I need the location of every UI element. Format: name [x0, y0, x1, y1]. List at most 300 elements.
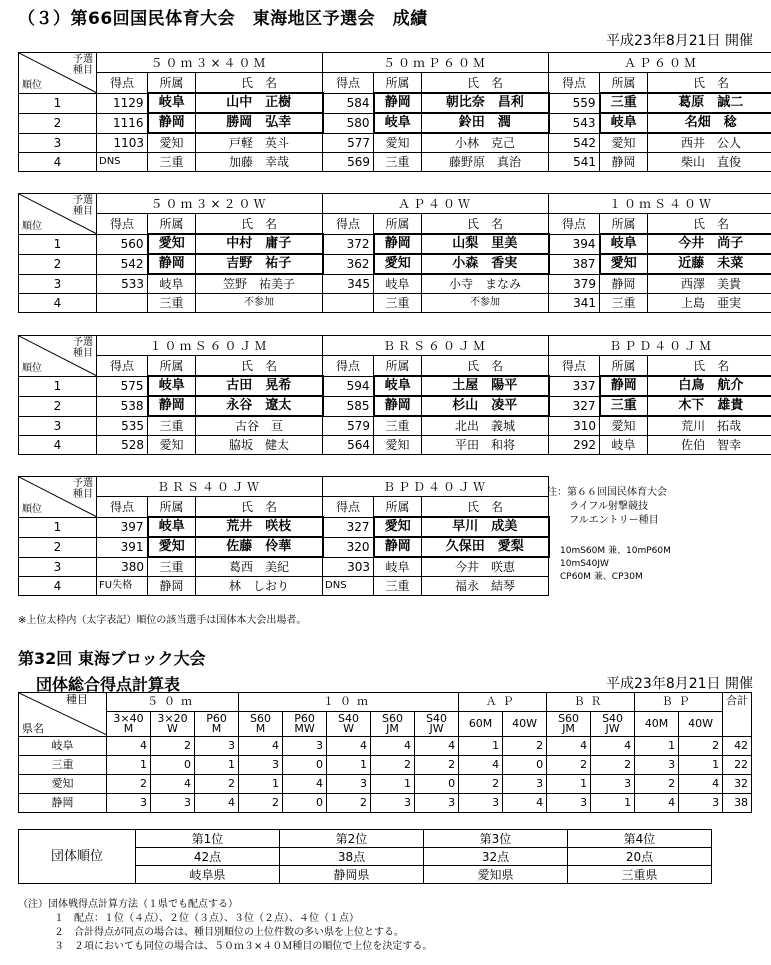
- pref-cell: 岐阜: [600, 234, 648, 254]
- points-cell: 4: [195, 794, 239, 813]
- points-cell: 4: [679, 775, 723, 794]
- pref-cell: 愛知: [374, 436, 422, 455]
- header-diagonal-cell: [19, 194, 97, 235]
- athlete-name-cell: 西井 公人: [648, 133, 771, 153]
- score-cell: 569: [323, 153, 374, 172]
- column-header-name: 氏 名: [422, 214, 549, 235]
- prefecture-score-row: [19, 794, 752, 813]
- ranking-pref-cell: 静岡県: [280, 866, 424, 884]
- points-cell: 3: [327, 775, 371, 794]
- column-header-pref: 所属: [148, 356, 196, 377]
- points-cell: 1: [327, 756, 371, 775]
- pref-cell: 三重: [148, 557, 196, 577]
- pref-cell: 静岡: [148, 113, 196, 133]
- ranking-point-cell: 42点: [136, 848, 280, 866]
- side-note: [547, 486, 667, 528]
- column-header-score: 得点: [97, 73, 148, 94]
- result-row: [19, 557, 549, 577]
- event-header: ＢＲＳ６０ＪＭ: [323, 336, 549, 356]
- page-title: （３）第66回国民体育大会 東海地区予選会 成績: [18, 9, 428, 29]
- score-cell: 535: [97, 416, 148, 436]
- result-row: [19, 577, 549, 596]
- header-diagonal-cell: [19, 53, 97, 94]
- rank-cell: 1: [19, 376, 97, 396]
- pref-cell: 岐阜: [148, 517, 196, 537]
- score-diagonal-cell: [19, 693, 107, 737]
- section-subtitle: 団体総合得点計算表: [36, 675, 181, 694]
- label-shumoku: 種目: [73, 206, 93, 217]
- column-header-pref: 所属: [148, 214, 196, 235]
- pref-cell: 愛知: [148, 436, 196, 455]
- pref-cell: 三重: [600, 93, 648, 113]
- athlete-name-cell: 久保田 愛梨: [422, 537, 549, 557]
- athlete-name-cell: 西澤 美貴: [648, 274, 771, 294]
- event-column-header: 40W: [679, 712, 723, 737]
- ranking-point-cell: 38点: [280, 848, 424, 866]
- column-header-name: 氏 名: [196, 356, 323, 377]
- column-header-pref: 所属: [148, 497, 196, 518]
- side-note-line: ライフル射撃競技: [569, 501, 648, 512]
- column-header-score: 得点: [323, 497, 374, 518]
- rank-cell: 2: [19, 254, 97, 274]
- rank-cell: 1: [19, 517, 97, 537]
- pref-cell: 岐阜: [600, 113, 648, 133]
- points-cell: 2: [195, 775, 239, 794]
- result-row: [19, 416, 771, 436]
- points-cell: 4: [635, 794, 679, 813]
- event-header: ＢＲＳ４０ＪＷ: [97, 477, 323, 497]
- ranking-pref-cell: 三重県: [568, 866, 712, 884]
- column-header-name: 氏 名: [196, 73, 323, 94]
- label-juni: 順位: [22, 503, 42, 515]
- footnote: ※上位太枠内（太字表記）順位の該当選手は国体本大会出場者。: [18, 615, 307, 626]
- rank-cell: 3: [19, 133, 97, 153]
- athlete-name-cell: 小寺 まなみ: [422, 274, 549, 294]
- pref-cell: 岐阜: [148, 93, 196, 113]
- score-cell: 337: [549, 376, 600, 396]
- pref-cell: 岐阜: [374, 274, 422, 294]
- header-diagonal-cell: [19, 477, 97, 518]
- athlete-name-cell: 古田 晃希: [196, 376, 323, 396]
- label-yosen: 予選: [73, 478, 93, 489]
- athlete-name-cell: 山梨 里美: [422, 234, 549, 254]
- athlete-name-cell: 小林 克己: [422, 133, 549, 153]
- pref-cell: 愛知: [374, 517, 422, 537]
- event-column-header: S60 JM: [371, 712, 415, 737]
- event-column-header: S60 JM: [547, 712, 591, 737]
- athlete-name-cell: 古谷 亘: [196, 416, 323, 436]
- athlete-name-cell: 平田 和将: [422, 436, 549, 455]
- column-header-score: 得点: [323, 356, 374, 377]
- points-cell: 3: [239, 756, 283, 775]
- ranking-place-cell: 第1位: [136, 830, 280, 848]
- points-cell: 1: [635, 737, 679, 756]
- ranking-pref-cell: 愛知県: [424, 866, 568, 884]
- pref-cell: 静岡: [600, 153, 648, 172]
- points-cell: 2: [547, 756, 591, 775]
- label-shumoku: 種目: [73, 348, 93, 359]
- event-header: ＡＰ６０Ｍ: [549, 53, 771, 73]
- column-header-name: 氏 名: [648, 73, 771, 94]
- athlete-name-cell: 名畑 稔: [648, 113, 771, 133]
- ranking-point-cell: 20点: [568, 848, 712, 866]
- athlete-name-cell: 木下 雄貴: [648, 396, 771, 416]
- calc-note: ２ 合計得点が同点の場合は、種目別順位の上位件数の多い県を上位とする。: [54, 927, 404, 938]
- pref-cell: 静岡: [148, 396, 196, 416]
- score-cell: 594: [323, 376, 374, 396]
- pref-cell: 三重: [374, 416, 422, 436]
- event-column-header: S60 M: [239, 712, 283, 737]
- prefecture-name: 三重: [19, 756, 107, 775]
- points-cell: 1: [371, 775, 415, 794]
- points-cell: 1: [591, 794, 635, 813]
- side-note-event: 10mS40JW: [560, 559, 609, 569]
- points-cell: 3: [547, 794, 591, 813]
- athlete-name-cell: 葛西 美紀: [196, 557, 323, 577]
- points-cell: 2: [327, 794, 371, 813]
- athlete-name-cell: 白鳥 航介: [648, 376, 771, 396]
- points-cell: 4: [591, 737, 635, 756]
- athlete-name-cell: 上島 亜実: [648, 294, 771, 313]
- points-cell: 4: [327, 737, 371, 756]
- label-yosen: 予選: [73, 54, 93, 65]
- pref-cell: 静岡: [148, 577, 196, 596]
- pref-cell: 岐阜: [374, 113, 422, 133]
- pref-cell: 愛知: [148, 133, 196, 153]
- score-cell: 560: [97, 234, 148, 254]
- athlete-name-cell: 不参加: [422, 294, 549, 313]
- ranking-place-cell: 第3位: [424, 830, 568, 848]
- points-cell: 1: [195, 756, 239, 775]
- points-cell: 3: [371, 794, 415, 813]
- event-column-header: 3×20 W: [151, 712, 195, 737]
- label-juni: 順位: [22, 362, 42, 374]
- athlete-name-cell: 佐藤 伶華: [196, 537, 323, 557]
- rank-cell: 4: [19, 153, 97, 172]
- team-ranking-table: [18, 829, 712, 884]
- ranking-place-cell: 第2位: [280, 830, 424, 848]
- score-cell: 585: [323, 396, 374, 416]
- score-cell: [97, 294, 148, 313]
- label-kenmei: 県名: [22, 722, 44, 735]
- athlete-name-cell: 荒井 咲枝: [196, 517, 323, 537]
- column-header-name: 氏 名: [422, 497, 549, 518]
- points-cell: 3: [151, 794, 195, 813]
- column-header-pref: 所属: [148, 73, 196, 94]
- event-column-header: P60 MW: [283, 712, 327, 737]
- rank-cell: 4: [19, 294, 97, 313]
- result-row: [19, 93, 771, 113]
- score-cell: 543: [549, 113, 600, 133]
- points-cell: 0: [503, 756, 547, 775]
- points-cell: 2: [151, 737, 195, 756]
- column-header-name: 氏 名: [422, 73, 549, 94]
- athlete-name-cell: 佐伯 智幸: [648, 436, 771, 455]
- points-cell: 3: [635, 756, 679, 775]
- total-points: 32: [723, 775, 752, 794]
- athlete-name-cell: 柴山 直俊: [648, 153, 771, 172]
- athlete-name-cell: 永谷 遼太: [196, 396, 323, 416]
- label-shumoku: 種目: [73, 65, 93, 76]
- column-header-score: 得点: [97, 497, 148, 518]
- event-header: ＢＰＤ４０ＪＭ: [549, 336, 771, 356]
- event-date: 平成23年8月21日 開催: [606, 33, 753, 49]
- athlete-name-cell: 脇坂 健太: [196, 436, 323, 455]
- points-cell: 1: [547, 775, 591, 794]
- rank-cell: 1: [19, 234, 97, 254]
- points-cell: 2: [635, 775, 679, 794]
- points-cell: 2: [503, 737, 547, 756]
- athlete-name-cell: 山中 正樹: [196, 93, 323, 113]
- pref-cell: 三重: [600, 396, 648, 416]
- result-row: [19, 376, 771, 396]
- result-row: [19, 436, 771, 455]
- column-header-pref: 所属: [374, 356, 422, 377]
- group-header: ＡＰ: [459, 693, 547, 712]
- pref-cell: 静岡: [600, 376, 648, 396]
- column-header-pref: 所属: [374, 73, 422, 94]
- score-cell: 391: [97, 537, 148, 557]
- points-cell: 2: [679, 737, 723, 756]
- column-header-name: 氏 名: [196, 497, 323, 518]
- points-cell: 4: [547, 737, 591, 756]
- points-cell: 1: [679, 756, 723, 775]
- side-note-line: フルエントリー種目: [569, 515, 659, 526]
- pref-cell: 三重: [374, 153, 422, 172]
- points-cell: 3: [283, 737, 327, 756]
- points-cell: 3: [107, 794, 151, 813]
- rank-cell: 2: [19, 537, 97, 557]
- points-cell: 3: [591, 775, 635, 794]
- score-cell: 320: [323, 537, 374, 557]
- score-cell: 292: [549, 436, 600, 455]
- athlete-name-cell: 加藤 幸哉: [196, 153, 323, 172]
- pref-cell: 三重: [600, 294, 648, 313]
- pref-cell: 静岡: [374, 537, 422, 557]
- result-row: [19, 396, 771, 416]
- score-cell: 533: [97, 274, 148, 294]
- side-note-events: [560, 545, 671, 584]
- points-cell: 4: [415, 737, 459, 756]
- ranking-place-cell: 第4位: [568, 830, 712, 848]
- points-cell: 3: [503, 775, 547, 794]
- column-header-score: 得点: [323, 214, 374, 235]
- athlete-name-cell: 吉野 祐子: [196, 254, 323, 274]
- section-title: 第32回 東海ブロック大会: [18, 649, 206, 668]
- column-header-pref: 所属: [600, 214, 648, 235]
- side-note-line: 注：第６６回国民体育大会: [547, 487, 667, 498]
- points-cell: 2: [371, 756, 415, 775]
- points-cell: 2: [239, 794, 283, 813]
- pref-cell: 愛知: [374, 254, 422, 274]
- event-column-header: 3×40 M: [107, 712, 151, 737]
- group-header: ＢＰ: [635, 693, 723, 712]
- athlete-name-cell: 近藤 未菜: [648, 254, 771, 274]
- athlete-name-cell: 戸軽 英斗: [196, 133, 323, 153]
- athlete-name-cell: 早川 成美: [422, 517, 549, 537]
- score-cell: 577: [323, 133, 374, 153]
- result-row: [19, 274, 771, 294]
- event-column-header: S40 JW: [591, 712, 635, 737]
- rank-cell: 2: [19, 113, 97, 133]
- pref-cell: 静岡: [374, 93, 422, 113]
- points-cell: 2: [591, 756, 635, 775]
- label-juni: 順位: [22, 79, 42, 91]
- points-cell: 4: [371, 737, 415, 756]
- athlete-name-cell: 不参加: [196, 294, 323, 313]
- score-cell: 341: [549, 294, 600, 313]
- event-column-header: S40 W: [327, 712, 371, 737]
- athlete-name-cell: 鈴田 潤: [422, 113, 549, 133]
- athlete-name-cell: 福永 結琴: [422, 577, 549, 596]
- event-header: ５０ｍ３×２０Ｗ: [97, 194, 323, 214]
- athlete-name-cell: 小森 香実: [422, 254, 549, 274]
- pref-cell: 三重: [374, 294, 422, 313]
- total-points: 42: [723, 737, 752, 756]
- results-block-4: [18, 476, 550, 596]
- event-column-header: P60 M: [195, 712, 239, 737]
- column-header-pref: 所属: [374, 214, 422, 235]
- column-header-score: 得点: [549, 356, 600, 377]
- rank-cell: 3: [19, 557, 97, 577]
- athlete-name-cell: 葛原 誠二: [648, 93, 771, 113]
- pref-cell: 愛知: [148, 234, 196, 254]
- points-cell: 4: [283, 775, 327, 794]
- event-header: ５０ｍＰ６０Ｍ: [323, 53, 549, 73]
- points-cell: 3: [195, 737, 239, 756]
- score-cell: 1129: [97, 93, 148, 113]
- score-cell: 1116: [97, 113, 148, 133]
- score-cell: 528: [97, 436, 148, 455]
- score-cell: FU失格: [97, 577, 148, 596]
- points-cell: 4: [503, 794, 547, 813]
- points-cell: 1: [107, 756, 151, 775]
- score-cell: 387: [549, 254, 600, 274]
- column-header-score: 得点: [97, 356, 148, 377]
- rank-cell: 3: [19, 274, 97, 294]
- pref-cell: 静岡: [374, 396, 422, 416]
- points-cell: 0: [283, 794, 327, 813]
- column-header-name: 氏 名: [648, 356, 771, 377]
- prefecture-score-row: [19, 775, 752, 794]
- event-column-header: 40W: [503, 712, 547, 737]
- pref-cell: 三重: [148, 294, 196, 313]
- score-cell: 362: [323, 254, 374, 274]
- pref-cell: 静岡: [374, 234, 422, 254]
- results-block-1: [18, 52, 771, 172]
- athlete-name-cell: 今井 尚子: [648, 234, 771, 254]
- side-note-event: 10mS60M 兼、10mP60M: [560, 546, 671, 556]
- prefecture-score-row: [19, 756, 752, 775]
- result-row: [19, 517, 549, 537]
- group-header: ＢＲ: [547, 693, 635, 712]
- points-cell: 0: [415, 775, 459, 794]
- pref-cell: 三重: [148, 416, 196, 436]
- rank-cell: 4: [19, 436, 97, 455]
- event-column-header: 40M: [635, 712, 679, 737]
- score-cell: 310: [549, 416, 600, 436]
- column-header-score: 得点: [549, 73, 600, 94]
- score-cell: 327: [549, 396, 600, 416]
- pref-cell: 岐阜: [148, 376, 196, 396]
- event-header: １０ｍＳ４０Ｗ: [549, 194, 771, 214]
- results-block-3: [18, 335, 771, 455]
- score-cell: 380: [97, 557, 148, 577]
- event-header: ５０ｍ３×４０Ｍ: [97, 53, 323, 73]
- rank-cell: 1: [19, 93, 97, 113]
- event-column-header: S40 JW: [415, 712, 459, 737]
- pref-cell: 三重: [148, 153, 196, 172]
- score-cell: 379: [549, 274, 600, 294]
- label-juni: 順位: [22, 220, 42, 232]
- column-header-pref: 所属: [600, 73, 648, 94]
- total-points: 38: [723, 794, 752, 813]
- score-cell: DNS: [323, 577, 374, 596]
- score-cell: 372: [323, 234, 374, 254]
- points-cell: 1: [239, 775, 283, 794]
- result-row: [19, 294, 771, 313]
- points-cell: 0: [283, 756, 327, 775]
- pref-cell: 岐阜: [148, 274, 196, 294]
- result-row: [19, 153, 771, 172]
- score-cell: 345: [323, 274, 374, 294]
- pref-cell: 愛知: [600, 416, 648, 436]
- column-header-score: 得点: [323, 73, 374, 94]
- column-header-score: 得点: [97, 214, 148, 235]
- event-header: １０ｍＳ６０ＪＭ: [97, 336, 323, 356]
- athlete-name-cell: 中村 庸子: [196, 234, 323, 254]
- calc-notes: [18, 898, 432, 954]
- result-row: [19, 113, 771, 133]
- total-header: 合計: [723, 693, 752, 737]
- points-cell: 0: [151, 756, 195, 775]
- athlete-name-cell: 勝岡 弘幸: [196, 113, 323, 133]
- ranking-point-cell: 32点: [424, 848, 568, 866]
- score-cell: 327: [323, 517, 374, 537]
- results-block-2: [18, 193, 771, 313]
- pref-cell: 静岡: [600, 274, 648, 294]
- team-score-table: [18, 692, 752, 813]
- column-header-pref: 所属: [374, 497, 422, 518]
- athlete-name-cell: 朝比奈 昌利: [422, 93, 549, 113]
- prefecture-score-row: [19, 737, 752, 756]
- ranking-label: 団体順位: [19, 830, 136, 884]
- label-yosen: 予選: [73, 337, 93, 348]
- score-cell: 580: [323, 113, 374, 133]
- prefecture-name: 愛知: [19, 775, 107, 794]
- header-diagonal-cell: [19, 336, 97, 377]
- points-cell: 4: [239, 737, 283, 756]
- score-cell: 1103: [97, 133, 148, 153]
- result-row: [19, 234, 771, 254]
- score-cell: 397: [97, 517, 148, 537]
- points-cell: 3: [679, 794, 723, 813]
- points-cell: 2: [107, 775, 151, 794]
- athlete-name-cell: 土屋 陽平: [422, 376, 549, 396]
- rank-cell: 3: [19, 416, 97, 436]
- total-points: 22: [723, 756, 752, 775]
- points-cell: 4: [151, 775, 195, 794]
- athlete-name-cell: 今井 咲恵: [422, 557, 549, 577]
- pref-cell: 愛知: [600, 133, 648, 153]
- result-row: [19, 133, 771, 153]
- pref-cell: 岐阜: [374, 557, 422, 577]
- points-cell: 2: [415, 756, 459, 775]
- score-cell: 564: [323, 436, 374, 455]
- points-cell: 1: [459, 737, 503, 756]
- pref-cell: 愛知: [600, 254, 648, 274]
- pref-cell: 岐阜: [600, 436, 648, 455]
